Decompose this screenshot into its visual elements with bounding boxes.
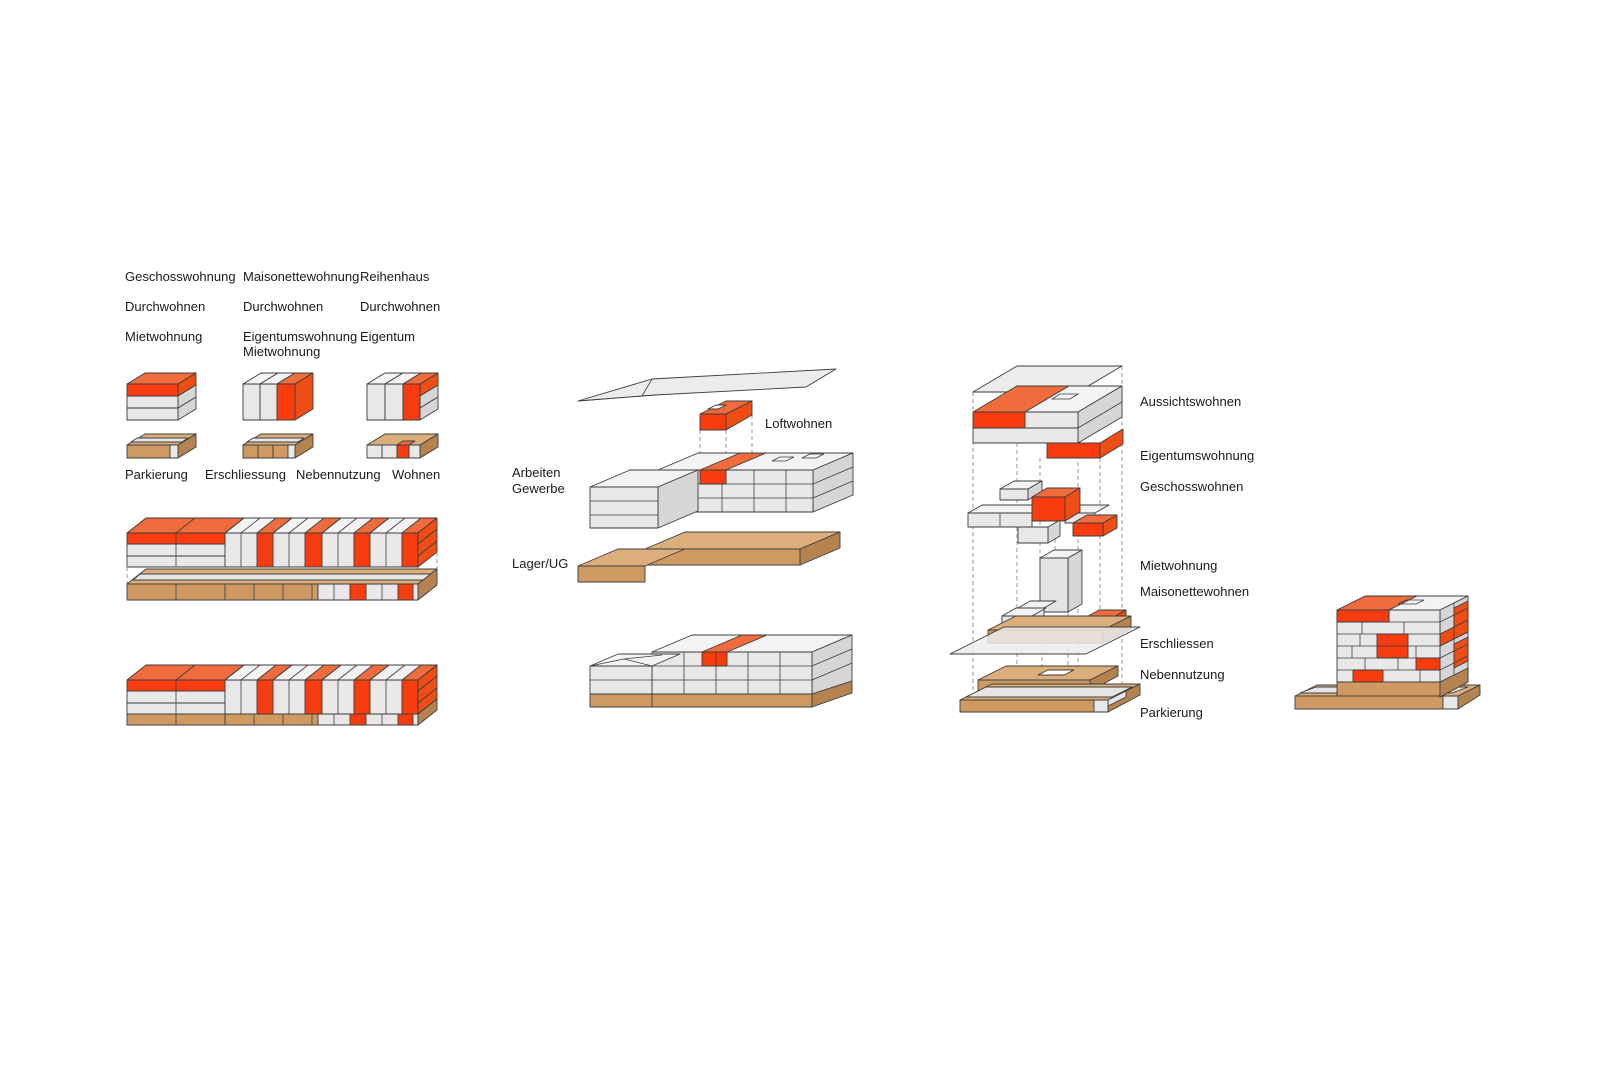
type1-tenure: Mietwohnung — [125, 329, 203, 344]
row-base-slab-exploded — [127, 569, 437, 600]
combined-tower-building — [1337, 596, 1468, 697]
block-reihenhaus-icon — [367, 373, 438, 420]
mid-building-combined — [590, 635, 852, 707]
type1-title: Geschosswohnung — [125, 269, 236, 284]
label-loftwohnen: Loftwohnen — [765, 416, 833, 431]
block-geschosswohnung-icon — [127, 373, 196, 420]
label-eigentumswohnung: Eigentumswohnung — [1140, 448, 1255, 463]
type1-use: Durchwohnen — [125, 299, 206, 314]
legend-nebennutzung: Nebennutzung — [296, 467, 381, 482]
label-nebennutzung: Nebennutzung — [1140, 667, 1225, 682]
mid-storage-slab — [578, 532, 840, 582]
type3-tenure: Eigentum — [360, 329, 415, 344]
slab-nebennutzung-wohnen-icon — [367, 434, 438, 458]
label-maisonettewohnen: Maisonettewohnen — [1140, 584, 1250, 599]
type3-use: Durchwohnen — [360, 299, 441, 314]
label-mietwohnung: Mietwohnung — [1140, 558, 1218, 573]
mid-roof-plane — [578, 369, 836, 401]
type2-tenure-line2: Mietwohnung — [243, 344, 321, 359]
row-building-combined — [127, 665, 437, 725]
label-aussichtswohnen: Aussichtswohnen — [1140, 394, 1242, 409]
slab-parkierung-icon — [127, 434, 196, 458]
tower-parkierung-slab — [960, 684, 1140, 712]
label-erschliessen: Erschliessen — [1140, 636, 1214, 651]
block-maisonettewohnung-icon — [243, 373, 313, 420]
tower-aussichtswohnen-block — [973, 386, 1123, 458]
type2-title: Maisonettewohnung — [243, 269, 360, 284]
label-arbeiten: Arbeiten — [512, 465, 561, 480]
label-geschosswohnen: Geschosswohnen — [1140, 479, 1244, 494]
label-gewerbe: Gewerbe — [512, 481, 565, 496]
mid-work-mass — [590, 453, 853, 528]
slab-erschliessung-icon — [243, 434, 313, 458]
tower-geschosswohnen-cluster — [968, 481, 1117, 543]
legend-parkierung: Parkierung — [125, 467, 188, 482]
legend-wohnen: Wohnen — [392, 467, 441, 482]
label-lager-ug: Lager/UG — [512, 556, 569, 571]
type2-tenure-line1: Eigentumswohnung — [243, 329, 358, 344]
tower-erschliessen-plane — [950, 627, 1140, 654]
type2-use: Durchwohnen — [243, 299, 324, 314]
type3-title: Reihenhaus — [360, 269, 430, 284]
legend-erschliessung: Erschliessung — [205, 467, 286, 482]
label-parkierung: Parkierung — [1140, 705, 1203, 720]
